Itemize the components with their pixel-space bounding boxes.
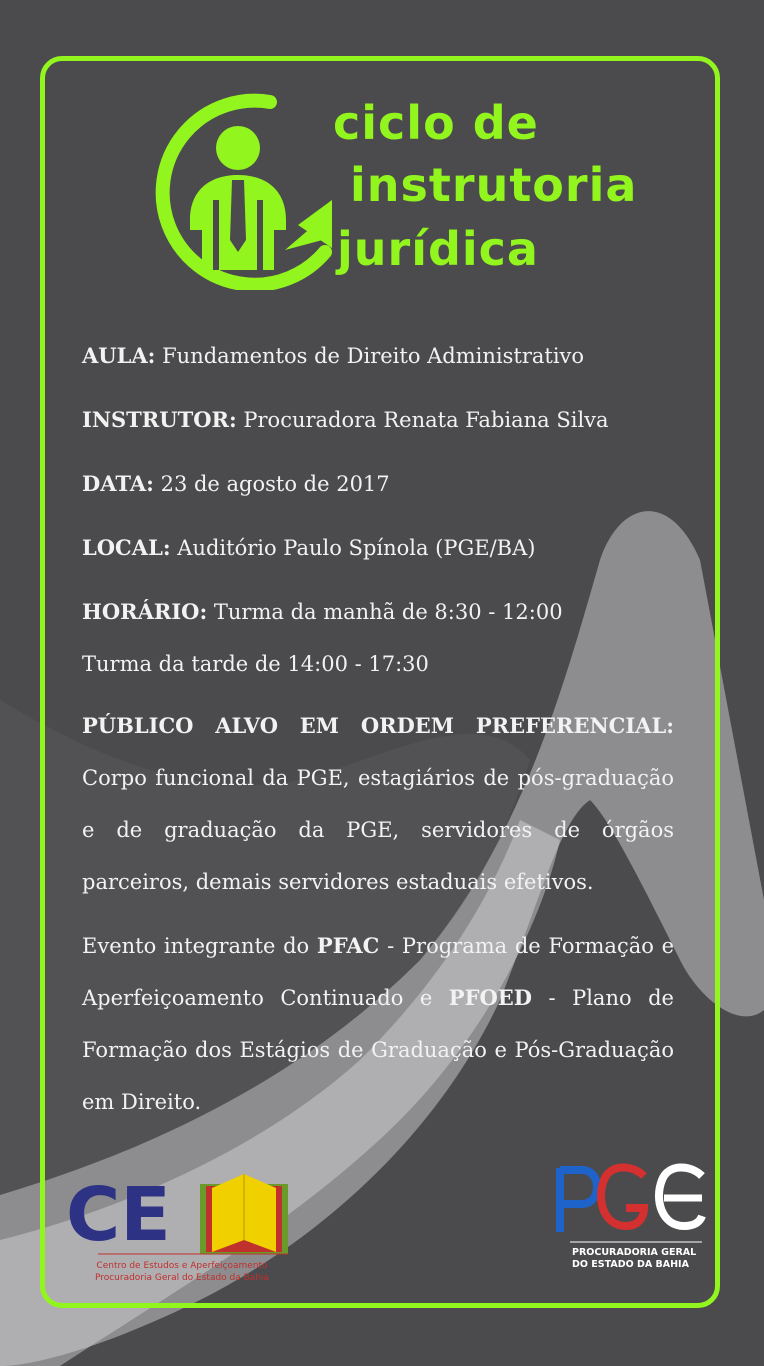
instrutor-value: Procuradora Renata Fabiana Silva [243, 408, 609, 432]
aula-field [82, 330, 674, 394]
evento-text-2: - Programa de Formação e Aperfeiçoamento Continuado e [82, 934, 674, 1010]
data-label: DATA: [82, 471, 154, 496]
instrutor-label: INSTRUTOR: [82, 407, 237, 432]
pge-logo [552, 1160, 712, 1275]
local-field [82, 522, 674, 586]
local-label: LOCAL: [82, 535, 171, 560]
publico-label: PÚBLICO ALVO EM ORDEM PREFERENCIAL: [82, 713, 674, 738]
pfoed-acronym: PFOED [448, 985, 533, 1010]
instrutor-field [82, 394, 674, 458]
evento-paragraph [82, 920, 674, 1128]
event-details [82, 330, 674, 1128]
cea-line-2: Procuradoria Geral do Estado da Bahia [94, 1273, 270, 1283]
horario-value-morning: Turma da manhã de 8:30 - 12:00 [213, 600, 563, 624]
pge-line-2: DO ESTADO DA BAHIA [572, 1259, 689, 1270]
cea-logo [62, 1170, 302, 1290]
logo-line-2: instrutoria [350, 158, 638, 212]
logo-line-1: ciclo de [333, 96, 539, 150]
horario-value-afternoon: Turma da tarde de 14:00 - 17:30 [82, 652, 429, 676]
pfac-acronym: PFAC [316, 933, 380, 958]
data-value: 23 de agosto de 2017 [160, 472, 390, 496]
evento-text-1: Evento integrante do [82, 934, 310, 958]
logo-line-3: jurídica [337, 222, 539, 276]
aula-label: AULA: [82, 343, 156, 368]
publico-field [82, 700, 674, 908]
pge-line-1: PROCURADORIA GERAL [572, 1247, 697, 1258]
publico-value: Corpo funcional da PGE, estagiários de pós-graduação e de graduação da PGE, servidores de órgãos parceiros, demais servidores estaduais efetivos. [82, 766, 674, 894]
data-field [82, 458, 674, 522]
cea-line-1: Centro de Estudos e Aperfeiçoamento [96, 1261, 268, 1271]
horario-field [82, 586, 674, 638]
local-value: Auditório Paulo Spínola (PGE/BA) [177, 536, 536, 560]
cea-letters: CE [66, 1172, 171, 1258]
aula-value: Fundamentos de Direito Administrativo [162, 344, 585, 368]
horario-label: HORÁRIO: [82, 599, 208, 624]
evento-text-3: - Plano de Formação dos Estágios de Graduação e Pós-Graduação em Direito. [82, 986, 674, 1114]
